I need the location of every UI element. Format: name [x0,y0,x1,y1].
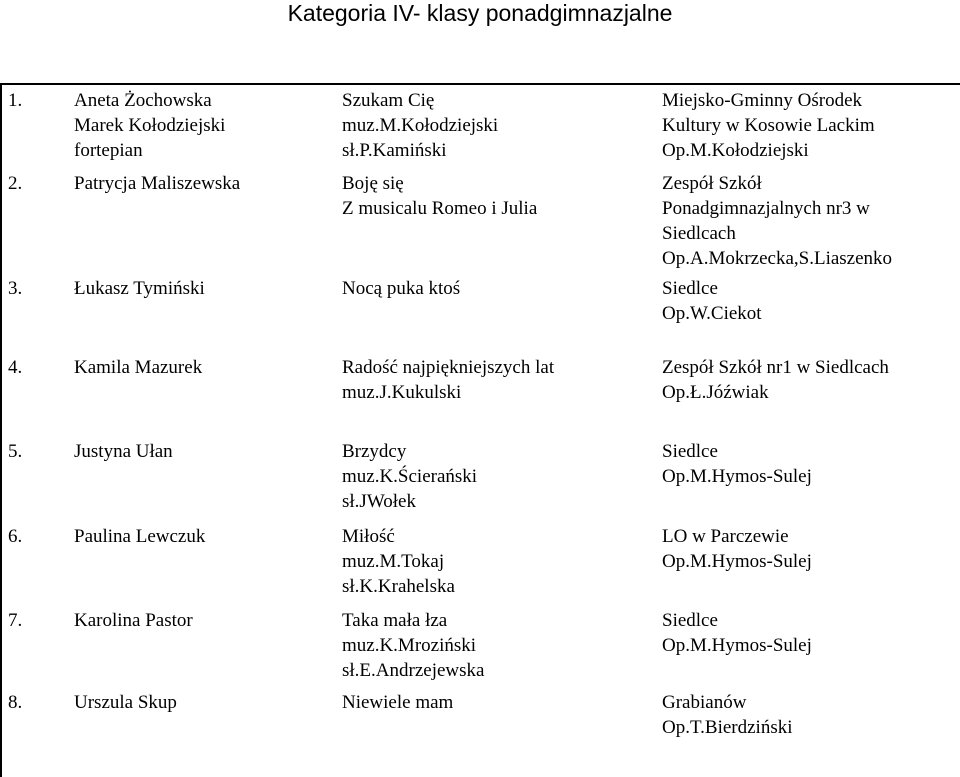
song-title [342,355,652,405]
song-title [342,88,652,163]
institution-line: Op.M.Hymos-Sulej [662,466,812,487]
row-number: 8. [8,692,23,713]
song-title-line: muz.M.Kołodziejski [342,115,499,136]
row-number: 1. [8,90,23,111]
institution-line: Zespół Szkół [662,173,762,194]
institution-line: Zespół Szkół nr1 w Siedlcach [662,357,889,378]
institution-line: Siedlce [662,278,718,299]
institution-line: Op.W.Ciekot [662,303,762,324]
institution [662,608,952,658]
institution [662,690,952,740]
institution [662,276,952,326]
song-title-line: Boję się [342,173,404,194]
row-number: 5. [8,441,23,462]
performer-name [74,88,334,163]
song-title-line: muz.K.Mroziński [342,635,477,656]
performer-name-line: Aneta Żochowska [74,90,212,111]
institution-line: Kultury w Kosowie Lackim [662,115,875,136]
song-title [342,439,652,514]
row-number: 4. [8,357,23,378]
institution [662,524,952,574]
performer-name-line: Patrycja Maliszewska [74,173,241,194]
song-title-line: sł.JWołek [342,491,416,512]
performer-name-line: Paulina Lewczuk [74,526,206,547]
performer-name [74,690,334,715]
table-top-border [0,83,960,85]
performer-name-line: Marek Kołodziejski [74,115,226,136]
institution-line: Op.Ł.Jóźwiak [662,382,769,403]
institution-line: Miejsko-Gminny Ośrodek [662,90,863,111]
song-title-line: Taka mała łza [342,610,448,631]
song-title-line: Nocą puka ktoś [342,278,461,299]
song-title-line: Szukam Cię [342,90,435,111]
song-title-line: sł.K.Krahelska [342,576,455,597]
performer-name-line: fortepian [74,140,143,161]
song-title-line: muz.J.Kukulski [342,382,462,403]
table-left-border [0,83,2,777]
song-title-line: Z musicalu Romeo i Julia [342,198,538,219]
song-title [342,690,652,715]
institution-line: Op.T.Bierdziński [662,717,793,738]
institution-line: LO w Parczewie [662,526,789,547]
institution [662,88,952,163]
song-title-line: muz.M.Tokaj [342,551,445,572]
row-number: 2. [8,173,23,194]
song-title-line: sł.E.Andrzejewska [342,660,485,681]
performer-name [74,439,334,464]
performer-name-line: Karolina Pastor [74,610,193,631]
institution-line: Op.A.Mokrzecka,S.Liaszenko [662,248,893,269]
song-title-line: Radość najpiękniejszych lat [342,357,555,378]
institution [662,439,952,489]
song-title-line: muz.K.Ścierański [342,466,478,487]
institution-line: Op.M.Kołodziejski [662,140,809,161]
performer-name [74,355,334,380]
performer-name [74,171,334,196]
institution-line: Op.M.Hymos-Sulej [662,635,812,656]
institution [662,355,952,405]
institution-line: Op.M.Hymos-Sulej [662,551,812,572]
row-number: 3. [8,278,23,299]
performer-name [74,276,334,301]
institution-line: Siedlcach [662,223,736,244]
performer-name [74,608,334,633]
row-number: 6. [8,526,23,547]
performer-name-line: Justyna Ułan [74,441,173,462]
page-title: Kategoria IV- klasy ponadgimnazjalne [287,0,673,26]
song-title [342,276,652,301]
institution-line: Grabianów [662,692,747,713]
song-title-line: sł.P.Kamiński [342,140,447,161]
song-title-line: Miłość [342,526,395,547]
song-title [342,608,652,683]
performer-name-line: Urszula Skup [74,692,177,713]
institution-line: Siedlce [662,441,718,462]
institution [662,171,952,271]
performer-name [74,524,334,549]
institution-line: Ponadgimnazjalnych nr3 w [662,198,870,219]
institution-line: Siedlce [662,610,718,631]
performer-name-line: Kamila Mazurek [74,357,203,378]
song-title-line: Brzydcy [342,441,407,462]
performer-name-line: Łukasz Tymiński [74,278,205,299]
row-number: 7. [8,610,23,631]
song-title [342,171,652,221]
song-title [342,524,652,599]
song-title-line: Niewiele mam [342,692,454,713]
